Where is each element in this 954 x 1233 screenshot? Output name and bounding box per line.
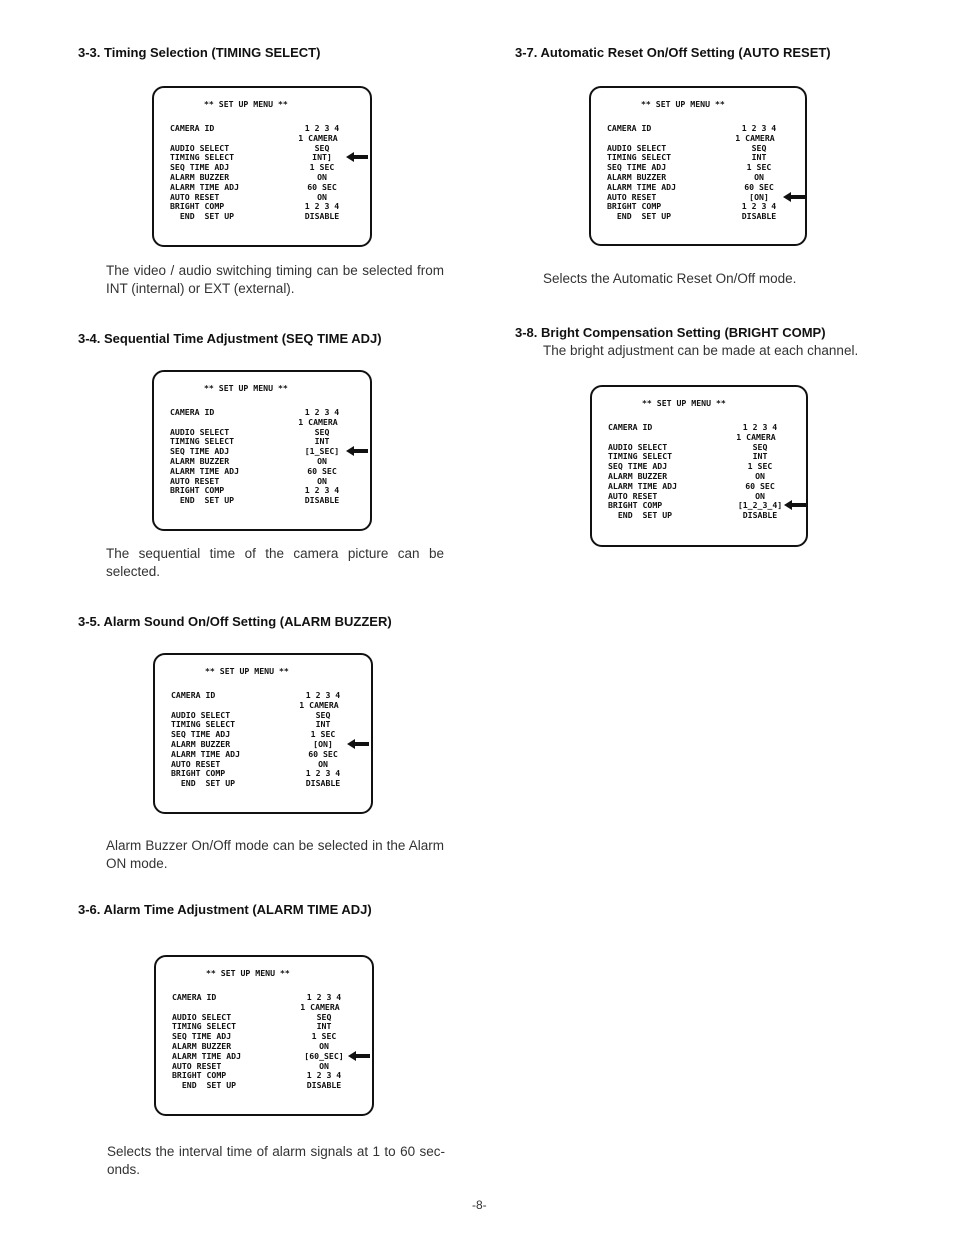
- menu-item-value: DISABLE: [304, 211, 340, 222]
- menu-item-label: ALARM TIME ADJ: [607, 181, 677, 192]
- menu-item-label: TIMING SELECT: [172, 1021, 237, 1032]
- menu-item-value: 1 SEC: [309, 162, 335, 173]
- setup-menu-text: [155, 655, 371, 812]
- menu-item-label: AUDIO SELECT: [171, 709, 231, 720]
- menu-item-label: TIMING SELECT: [170, 436, 235, 447]
- menu-item-label: END SET UP: [172, 1080, 237, 1091]
- menu-item-value: 1 2 3 4: [305, 768, 341, 779]
- menu-item-label: TIMING SELECT: [607, 152, 672, 163]
- menu-item-value: DISABLE: [305, 778, 341, 789]
- menu-item-value: [ON]: [749, 191, 769, 202]
- menu-item-label: END SET UP: [170, 211, 235, 222]
- section-heading-bright-comp: 3-8. Bright Compensation Setting (BRIGHT COMP): [515, 325, 826, 340]
- menu-item-value: 1 2 3 4: [306, 992, 342, 1002]
- setup-menu-text: [154, 88, 370, 245]
- section-description: The video / audio switching timing can be selected from INT (internal) or EXT (external).: [106, 263, 444, 296]
- menu-item-value: INT: [751, 152, 767, 163]
- menu-item-value: 60 SEC: [307, 465, 337, 476]
- setup-menu-text: [156, 957, 372, 1114]
- menu-item-value: SEQ: [314, 142, 330, 153]
- section-heading-auto-reset: 3-7. Automatic Reset On/Off Setting (AUTO RESET): [515, 45, 831, 60]
- menu-item-label: SEQ TIME ADJ: [170, 162, 230, 173]
- menu-item-value: ON: [755, 471, 765, 481]
- menu-item-value: 1 SEC: [747, 461, 773, 472]
- menu-item-value: 60 SEC: [745, 480, 775, 491]
- setup-menu-screen: [154, 955, 374, 1116]
- menu-item-value: INT: [314, 436, 330, 447]
- menu-item-value: 60 SEC: [744, 181, 774, 192]
- menu-item-label: CAMERA ID: [171, 690, 216, 700]
- menu-item-value: 1 SEC: [746, 162, 772, 173]
- menu-item-label: AUTO RESET: [171, 758, 221, 769]
- menu-item-label: AUDIO SELECT: [608, 441, 668, 452]
- menu-item-value: INT: [315, 719, 331, 730]
- menu-item-label: BRIGHT COMP: [170, 485, 225, 496]
- section-heading-timing-select: 3-3. Timing Selection (TIMING SELECT): [78, 45, 321, 60]
- menu-item-value: 1 2 3 4: [306, 1070, 342, 1081]
- section-description: Selects the interval time of alarm signals at 1 to 60 sec-onds.: [107, 1144, 445, 1177]
- menu-title: ** SET UP MENU **: [204, 99, 288, 109]
- menu-item-value: 1 CAMERA: [299, 699, 339, 710]
- menu-item-label: END SET UP: [608, 510, 673, 521]
- selection-arrow-icon: [784, 500, 806, 510]
- menu-title: ** SET UP MENU **: [205, 666, 289, 676]
- menu-item-label: SEQ TIME ADJ: [171, 729, 231, 740]
- menu-item-value: ON: [319, 1041, 329, 1051]
- menu-item-value: ON: [317, 475, 327, 486]
- menu-item-label: ALARM BUZZER: [170, 456, 230, 466]
- menu-item-value: SEQ: [314, 426, 330, 437]
- menu-item-label: ALARM TIME ADJ: [170, 465, 240, 476]
- selection-arrow-icon: [783, 192, 805, 202]
- menu-item-value: 1 2 3 4: [305, 690, 341, 700]
- section-heading-alarm-time-adj: 3-6. Alarm Time Adjustment (ALARM TIME ADJ): [78, 902, 372, 917]
- menu-item-label: AUTO RESET: [607, 191, 657, 202]
- section-description: The sequential time of the camera picture can be selected.: [106, 546, 444, 579]
- menu-item-label: BRIGHT COMP: [172, 1070, 227, 1081]
- menu-item-label: TIMING SELECT: [608, 451, 673, 462]
- menu-item-value: 1 2 3 4: [304, 201, 340, 212]
- menu-item-label: ALARM TIME ADJ: [608, 480, 678, 491]
- menu-item-value: ON: [319, 1060, 329, 1071]
- menu-item-value: INT: [316, 1021, 332, 1032]
- menu-item-label: BRIGHT COMP: [170, 201, 225, 212]
- menu-item-label: END SET UP: [607, 211, 672, 222]
- menu-item-label: AUTO RESET: [170, 475, 220, 486]
- setup-menu-text: [592, 387, 806, 545]
- section-description: Alarm Buzzer On/Off mode can be selected in the Alarm ON mode.: [106, 838, 444, 871]
- selection-arrow-icon: [346, 446, 368, 456]
- menu-item-label: AUTO RESET: [608, 490, 658, 501]
- menu-item-label: BRIGHT COMP: [607, 201, 662, 212]
- menu-item-label: ALARM BUZZER: [170, 172, 230, 182]
- menu-item-value: SEQ: [315, 709, 331, 720]
- menu-item-value: ON: [317, 172, 327, 182]
- menu-item-label: SEQ TIME ADJ: [172, 1031, 232, 1042]
- menu-item-label: AUTO RESET: [172, 1060, 222, 1071]
- menu-item-label: CAMERA ID: [172, 992, 217, 1002]
- selection-arrow-icon: [346, 152, 368, 162]
- setup-menu-screen: [589, 86, 807, 246]
- menu-item-value: 1 CAMERA: [298, 132, 338, 143]
- menu-item-label: ALARM BUZZER: [172, 1041, 232, 1051]
- menu-item-label: AUDIO SELECT: [607, 142, 667, 153]
- selection-arrow-icon: [347, 739, 369, 749]
- menu-item-value: 1 CAMERA: [298, 416, 338, 427]
- section-heading-alarm-buzzer: 3-5. Alarm Sound On/Off Setting (ALARM BUZZER): [78, 614, 392, 629]
- menu-item-value: 1 SEC: [311, 1031, 337, 1042]
- menu-item-label: ALARM TIME ADJ: [170, 181, 240, 192]
- menu-item-label: END SET UP: [171, 778, 236, 789]
- menu-item-label: TIMING SELECT: [171, 719, 236, 730]
- menu-item-label: BRIGHT COMP: [171, 768, 226, 779]
- menu-item-value: 1 CAMERA: [735, 132, 775, 143]
- menu-item-label: ALARM TIME ADJ: [172, 1050, 242, 1061]
- setup-menu-text: [154, 372, 370, 529]
- menu-title: ** SET UP MENU **: [206, 968, 290, 978]
- menu-item-label: AUDIO SELECT: [170, 142, 230, 153]
- menu-item-label: TIMING SELECT: [170, 152, 235, 163]
- menu-item-value: 60 SEC: [307, 181, 337, 192]
- menu-item-value: ON: [754, 172, 764, 182]
- menu-item-value: 1 CAMERA: [300, 1001, 340, 1012]
- setup-menu-screen: [153, 653, 373, 814]
- menu-title: ** SET UP MENU **: [204, 383, 288, 393]
- menu-item-value: SEQ: [751, 142, 767, 153]
- menu-title: ** SET UP MENU **: [642, 398, 726, 408]
- menu-item-value: 60 SEC: [308, 748, 338, 759]
- setup-menu-text: [591, 88, 805, 244]
- menu-item-value: 1 2 3 4: [304, 407, 340, 417]
- menu-title: ** SET UP MENU **: [641, 99, 725, 109]
- menu-item-value: 1 2 3 4: [304, 485, 340, 496]
- menu-item-value: ON: [755, 490, 765, 501]
- menu-item-label: AUDIO SELECT: [170, 426, 230, 437]
- menu-item-label: AUDIO SELECT: [172, 1011, 232, 1022]
- menu-item-label: SEQ TIME ADJ: [608, 461, 668, 472]
- menu-item-value: DISABLE: [741, 211, 777, 222]
- menu-item-value: INT: [752, 451, 768, 462]
- menu-item-value: INT]: [312, 152, 332, 163]
- menu-item-label: CAMERA ID: [170, 123, 215, 133]
- menu-item-label: CAMERA ID: [607, 123, 652, 133]
- menu-item-value: 1 2 3 4: [741, 123, 777, 133]
- page-number: -8-: [472, 1198, 487, 1212]
- menu-item-label: ALARM BUZZER: [171, 739, 231, 749]
- menu-item-value: SEQ: [316, 1011, 332, 1022]
- section-heading-seq-time-adj: 3-4. Sequential Time Adjustment (SEQ TIME ADJ): [78, 331, 382, 346]
- setup-menu-screen: [152, 370, 372, 531]
- setup-menu-screen: [590, 385, 808, 547]
- selection-arrow-icon: [348, 1051, 370, 1061]
- menu-item-label: SEQ TIME ADJ: [607, 162, 667, 173]
- menu-item-value: [ON]: [313, 739, 333, 749]
- menu-item-value: [1_2_3_4]: [737, 500, 783, 511]
- menu-item-value: ON: [318, 758, 328, 769]
- menu-item-value: SEQ: [752, 441, 768, 452]
- menu-item-value: 1 SEC: [310, 729, 336, 740]
- menu-item-label: END SET UP: [170, 495, 235, 506]
- menu-item-label: SEQ TIME ADJ: [170, 446, 230, 457]
- menu-item-label: ALARM BUZZER: [607, 172, 667, 182]
- menu-item-value: 1 2 3 4: [742, 422, 778, 432]
- menu-item-value: ON: [317, 456, 327, 466]
- menu-item-value: [1_SEC]: [304, 446, 340, 457]
- menu-item-value: DISABLE: [306, 1080, 342, 1091]
- menu-item-value: 1 2 3 4: [741, 201, 777, 212]
- section-description: Selects the Automatic Reset On/Off mode.: [543, 271, 797, 286]
- menu-item-label: AUTO RESET: [170, 191, 220, 202]
- setup-menu-screen: [152, 86, 372, 247]
- menu-item-value: [60_SEC]: [304, 1050, 344, 1061]
- menu-item-value: 1 2 3 4: [304, 123, 340, 133]
- menu-item-value: ON: [317, 191, 327, 202]
- menu-item-value: 1 CAMERA: [736, 431, 776, 442]
- menu-item-label: ALARM BUZZER: [608, 471, 668, 481]
- menu-item-value: DISABLE: [304, 495, 340, 506]
- menu-item-value: DISABLE: [742, 510, 778, 521]
- menu-item-label: BRIGHT COMP: [608, 500, 663, 511]
- menu-item-label: CAMERA ID: [608, 422, 653, 432]
- menu-item-label: CAMERA ID: [170, 407, 215, 417]
- menu-item-label: ALARM TIME ADJ: [171, 748, 241, 759]
- section-description: The bright adjustment can be made at each channel.: [543, 343, 859, 358]
